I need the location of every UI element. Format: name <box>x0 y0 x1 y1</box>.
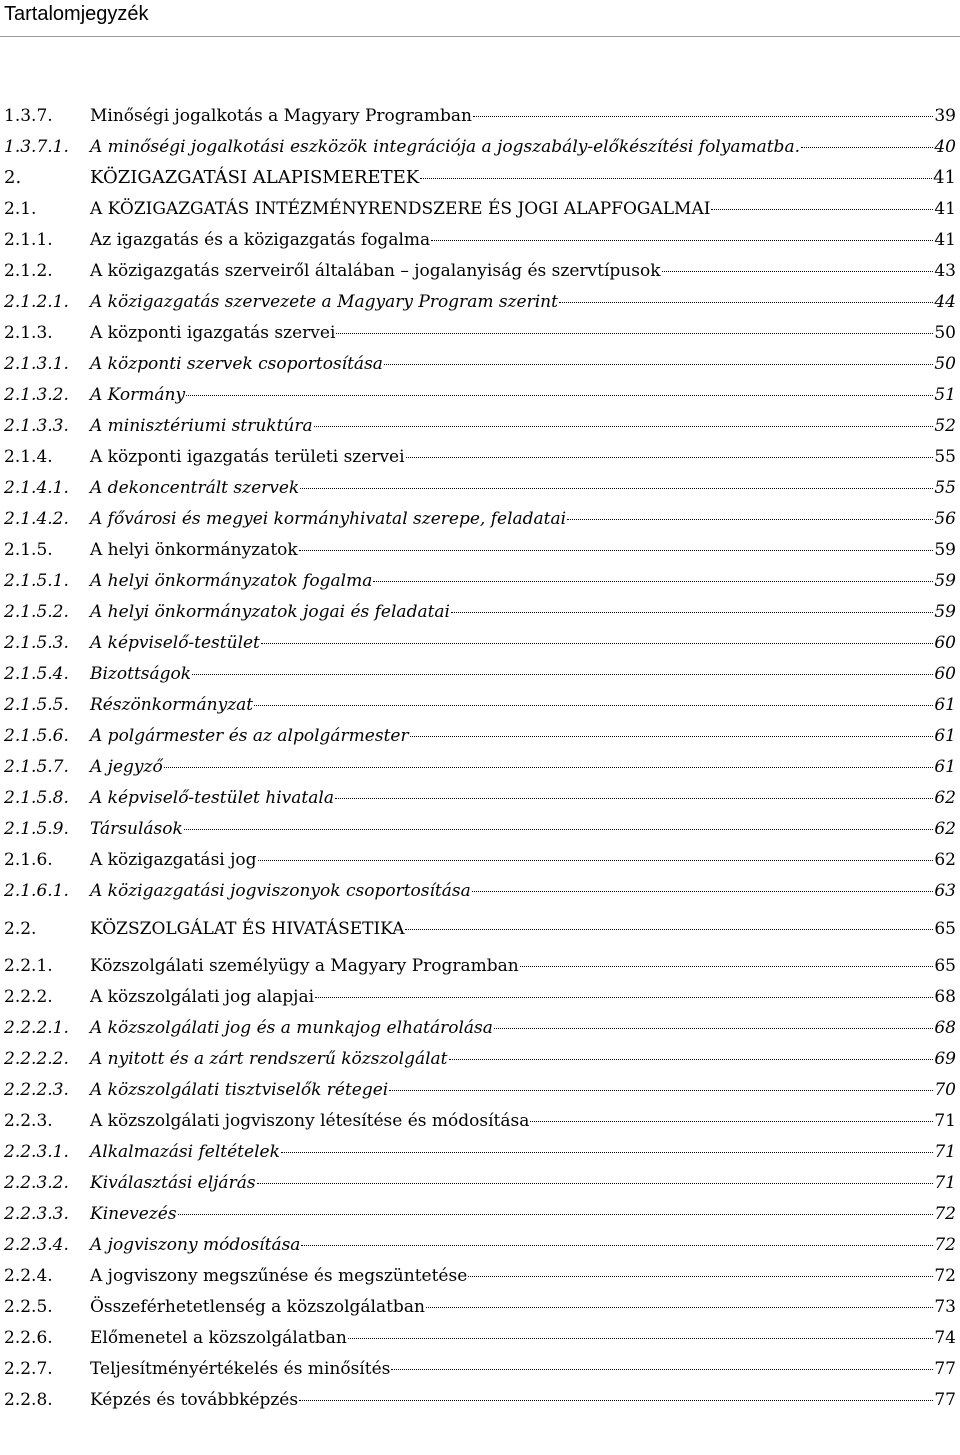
toc-dot-leader <box>373 581 933 582</box>
toc-entry-number: 2.2.5. <box>4 1297 53 1317</box>
toc-entry-number: 2.1.4. <box>4 447 53 467</box>
toc-entry-number: 2.1.6.1. <box>4 881 69 901</box>
toc-entry-number: 2.1.3. <box>4 323 53 343</box>
toc-entry-number: 2.1.6. <box>4 850 53 870</box>
toc-entry[interactable] <box>4 508 956 530</box>
toc-dot-leader <box>420 178 932 179</box>
toc-entry-number: 2.1.5.9. <box>4 819 69 839</box>
toc-dot-leader <box>449 1059 934 1060</box>
toc-dot-leader <box>494 1028 933 1029</box>
toc-dot-leader <box>261 643 933 644</box>
toc-entry-page-number: 41 <box>934 199 956 219</box>
toc-entry[interactable] <box>4 756 956 778</box>
toc-entry-page-number: 50 <box>934 354 956 374</box>
toc-entry-number: 2.2.2.2. <box>4 1049 69 1069</box>
toc-dot-leader <box>559 302 933 303</box>
toc-entry[interactable] <box>4 229 956 251</box>
toc-entry-page-number: 62 <box>934 788 956 808</box>
toc-entry-title: A központi igazgatás területi szervei <box>90 447 405 467</box>
toc-entry-page-number: 60 <box>934 633 956 653</box>
toc-entry-number: 2.2.3.3. <box>4 1204 69 1224</box>
toc-entry-page-number: 69 <box>934 1049 956 1069</box>
toc-dot-leader <box>801 147 933 148</box>
toc-entry-page-number: 74 <box>934 1328 956 1348</box>
toc-entry[interactable] <box>4 446 956 468</box>
toc-entry-number: 2.1.5.3. <box>4 633 69 653</box>
toc-entry-number: 2.2.3.4. <box>4 1235 69 1255</box>
toc-entry-page-number: 44 <box>934 292 956 312</box>
toc-dot-leader <box>164 767 934 768</box>
toc-entry-page-number: 63 <box>934 881 956 901</box>
toc-entry-title: A képviselő-testület hivatala <box>90 788 334 808</box>
toc-entry[interactable] <box>4 1048 956 1070</box>
toc-dot-leader <box>662 271 934 272</box>
toc-entry-page-number: 39 <box>934 106 956 126</box>
toc-entry[interactable] <box>4 1327 956 1349</box>
toc-entry[interactable] <box>4 353 956 375</box>
toc-entry-page-number: 62 <box>934 850 956 870</box>
toc-entry-number: 2.2.2.1. <box>4 1018 69 1038</box>
toc-entry[interactable] <box>4 818 956 840</box>
toc-entry[interactable] <box>4 1203 956 1225</box>
toc-dot-leader <box>406 457 934 458</box>
toc-entry-page-number: 62 <box>934 819 956 839</box>
toc-entry-number: 2.2.6. <box>4 1328 53 1348</box>
toc-entry[interactable] <box>4 570 956 592</box>
toc-entry-number: 2.2.2. <box>4 987 53 1007</box>
toc-entry-page-number: 65 <box>934 956 956 976</box>
toc-entry-page-number: 72 <box>934 1266 956 1286</box>
toc-dot-leader <box>336 333 933 334</box>
toc-entry[interactable] <box>4 1265 956 1287</box>
toc-entry[interactable] <box>4 601 956 623</box>
toc-entry[interactable] <box>4 384 956 406</box>
toc-entry-title: KÖZSZOLGÁLAT ÉS HIVATÁSETIKA <box>90 919 405 939</box>
toc-entry[interactable] <box>4 1110 956 1132</box>
toc-dot-leader <box>254 705 933 706</box>
toc-entry-title: KÖZIGAZGATÁSI ALAPISMERETEK <box>90 167 420 188</box>
toc-entry-page-number: 77 <box>934 1359 956 1379</box>
toc-entry[interactable] <box>4 663 956 685</box>
toc-entry-number: 2.1.5.8. <box>4 788 69 808</box>
toc-entry-title: A központi szervek csoportosítása <box>90 354 383 374</box>
toc-entry-page-number: 61 <box>934 757 956 777</box>
toc-entry[interactable] <box>4 415 956 437</box>
toc-entry-title: A közszolgálati jog és a munkajog elhatárolása <box>90 1018 493 1038</box>
toc-entry-page-number: 77 <box>934 1390 956 1410</box>
toc-entry[interactable] <box>4 1079 956 1101</box>
toc-entry[interactable] <box>4 198 956 220</box>
toc-entry[interactable] <box>4 260 956 282</box>
toc-entry[interactable] <box>4 632 956 654</box>
toc-entry-number: 2.1.2.1. <box>4 292 69 312</box>
toc-entry[interactable] <box>4 1296 956 1318</box>
toc-entry-title: A közszolgálati jog alapjai <box>90 987 315 1007</box>
toc-entry[interactable] <box>4 986 956 1008</box>
toc-entry-title: A közigazgatás szervezete a Magyary Program szerint <box>90 292 558 312</box>
toc-dot-leader <box>301 1245 933 1246</box>
toc-entry-title: A minőségi jogalkotási eszközök integrációja a jogszabály-előkészítési folyamatba. <box>90 137 800 157</box>
toc-entry-title: Teljesítményértékelés és minősítés <box>90 1359 391 1379</box>
toc-entry-page-number: 61 <box>934 726 956 746</box>
toc-entry-number: 2. <box>4 167 22 188</box>
toc-entry-page-number: 71 <box>934 1173 956 1193</box>
toc-entry-title: A minisztériumi struktúra <box>90 416 313 436</box>
toc-entry-number: 1.3.7. <box>4 106 53 126</box>
toc-entry[interactable] <box>4 1389 956 1411</box>
toc-entry-title: A dekoncentrált szervek <box>90 478 300 498</box>
toc-entry-number: 2.1.5.7. <box>4 757 69 777</box>
toc-entry-number: 2.1.3.1. <box>4 354 69 374</box>
toc-dot-leader <box>451 612 933 613</box>
toc-entry-number: 2.2.3.2. <box>4 1173 69 1193</box>
toc-entry-page-number: 52 <box>934 416 956 436</box>
toc-entry-number: 2.2.3. <box>4 1111 53 1131</box>
toc-entry-number: 2.1.5.1. <box>4 571 69 591</box>
toc-entry-page-number: 61 <box>934 695 956 715</box>
toc-entry-number: 2.2.1. <box>4 956 53 976</box>
toc-entry-page-number: 56 <box>934 509 956 529</box>
toc-dot-leader <box>299 1400 933 1401</box>
toc-entry[interactable] <box>4 539 956 561</box>
toc-entry-number: 2.1.4.1. <box>4 478 69 498</box>
toc-entry[interactable] <box>4 1358 956 1380</box>
toc-dot-leader <box>178 1214 934 1215</box>
toc-entry[interactable] <box>4 955 956 977</box>
toc-entry-page-number: 59 <box>934 540 956 560</box>
toc-entry-title: Társulások <box>90 819 183 839</box>
toc-entry[interactable] <box>4 136 956 158</box>
toc-entry[interactable] <box>4 880 956 902</box>
toc-entry-number: 2.1.1. <box>4 230 53 250</box>
toc-entry-title: A polgármester és az alpolgármester <box>90 726 409 746</box>
toc-entry-page-number: 71 <box>934 1111 956 1131</box>
toc-dot-leader <box>300 488 933 489</box>
toc-entry-title: A helyi önkormányzatok fogalma <box>90 571 373 591</box>
toc-entry-title: Kiválasztási eljárás <box>90 1173 256 1193</box>
toc-entry-page-number: 65 <box>934 919 956 939</box>
toc-dot-leader <box>315 997 933 998</box>
toc-entry-title: A központi igazgatás szervei <box>90 323 336 343</box>
toc-entry[interactable] <box>4 105 956 127</box>
toc-entry-title: A fővárosi és megyei kormányhivatal szerepe, feladatai <box>90 509 567 529</box>
toc-entry-title: A közigazgatási jogviszonyok csoportosítása <box>90 881 471 901</box>
toc-entry[interactable] <box>4 291 956 313</box>
toc-entry-number: 2.1.3.3. <box>4 416 69 436</box>
toc-entry[interactable] <box>4 1172 956 1194</box>
toc-dot-leader <box>711 209 933 210</box>
toc-entry-page-number: 59 <box>934 571 956 591</box>
toc-entry-page-number: 55 <box>934 447 956 467</box>
toc-entry-number: 2.1.5.6. <box>4 726 69 746</box>
toc-entry-page-number: 68 <box>934 1018 956 1038</box>
toc-entry[interactable] <box>4 1141 956 1163</box>
toc-entry-page-number: 72 <box>934 1235 956 1255</box>
toc-entry-title: Az igazgatás és a közigazgatás fogalma <box>90 230 431 250</box>
toc-entry-page-number: 59 <box>934 602 956 622</box>
toc-entry[interactable] <box>4 725 956 747</box>
toc-dot-leader <box>299 550 934 551</box>
toc-entry-page-number: 55 <box>934 478 956 498</box>
toc-entry-title: Képzés és továbbképzés <box>90 1390 299 1410</box>
toc-entry-title: A jegyző <box>90 757 163 777</box>
toc-entry[interactable] <box>4 167 956 189</box>
toc-dot-leader <box>520 966 934 967</box>
toc-dot-leader <box>389 1090 933 1091</box>
toc-entry-number: 2.2.2.3. <box>4 1080 69 1100</box>
toc-entry-title: A közigazgatási jog <box>90 850 257 870</box>
toc-dot-leader <box>567 519 933 520</box>
toc-entry-number: 2.1.5.4. <box>4 664 69 684</box>
toc-entry-title: A jogviszony megszűnése és megszüntetése <box>90 1266 468 1286</box>
toc-entry-number: 2.1.3.2. <box>4 385 69 405</box>
page-header <box>0 0 960 37</box>
toc-dot-leader <box>468 1276 933 1277</box>
toc-dot-leader <box>405 929 933 930</box>
toc-dot-leader <box>391 1369 933 1370</box>
toc-entry-number: 2.1.4.2. <box>4 509 69 529</box>
toc-entry-number: 2.1.5.5. <box>4 695 69 715</box>
toc-entry-title: Minőségi jogalkotás a Magyary Programban <box>90 106 472 126</box>
toc-dot-leader <box>410 736 934 737</box>
toc-entry-title: A jogviszony módosítása <box>90 1235 301 1255</box>
toc-entry-page-number: 68 <box>934 987 956 1007</box>
toc-entry[interactable] <box>4 849 956 871</box>
toc-entry-number: 2.2.4. <box>4 1266 53 1286</box>
toc-entry-number: 2.2. <box>4 919 37 939</box>
toc-dot-leader <box>281 1152 933 1153</box>
toc-entry-title: A helyi önkormányzatok jogai és feladatai <box>90 602 450 622</box>
toc-entry-title: A KÖZIGAZGATÁS INTÉZMÉNYRENDSZERE ÉS JOGI ALAPFOGALMAI <box>90 199 711 219</box>
toc-dot-leader <box>472 891 934 892</box>
toc-entry-page-number: 51 <box>934 385 956 405</box>
toc-entry-title: Részönkormányzat <box>90 695 254 715</box>
toc-entry-title: Előmenetel a közszolgálatban <box>90 1328 347 1348</box>
toc-dot-leader <box>184 829 934 830</box>
toc-entry-title: Bizottságok <box>90 664 192 684</box>
toc-entry-page-number: 73 <box>934 1297 956 1317</box>
toc-dot-leader <box>473 116 933 117</box>
toc-entry-title: A nyitott és a zárt rendszerű közszolgálat <box>90 1049 448 1069</box>
toc-dot-leader <box>426 1307 933 1308</box>
toc-dot-leader <box>431 240 933 241</box>
toc-entry-page-number: 41 <box>933 167 956 188</box>
toc-entry[interactable] <box>4 477 956 499</box>
toc-entry-page-number: 72 <box>934 1204 956 1224</box>
toc-entry-title: A közszolgálati jogviszony létesítése és módosítása <box>90 1111 530 1131</box>
toc-entry-page-number: 70 <box>934 1080 956 1100</box>
toc-dot-leader <box>335 798 933 799</box>
toc-entry[interactable] <box>4 918 956 940</box>
toc-entry[interactable] <box>4 787 956 809</box>
toc-entry-title: A helyi önkormányzatok <box>90 540 298 560</box>
toc-dot-leader <box>257 1183 934 1184</box>
toc-entry-number: 2.2.7. <box>4 1359 53 1379</box>
toc-entry-title: Alkalmazási feltételek <box>90 1142 280 1162</box>
toc-entry-title: A közigazgatás szerveiről általában – jogalanyiság és szervtípusok <box>90 261 661 281</box>
toc-entry[interactable] <box>4 1017 956 1039</box>
toc-entry-number: 2.1. <box>4 199 37 219</box>
toc-entry-page-number: 43 <box>934 261 956 281</box>
toc-entry[interactable] <box>4 322 956 344</box>
toc-entry[interactable] <box>4 1234 956 1256</box>
toc-dot-leader <box>384 364 933 365</box>
toc-dot-leader <box>314 426 934 427</box>
toc-entry-number: 2.1.5. <box>4 540 53 560</box>
toc-dot-leader <box>348 1338 934 1339</box>
toc-entry-title: A közszolgálati tisztviselők rétegei <box>90 1080 389 1100</box>
toc-entry-number: 2.1.2. <box>4 261 53 281</box>
toc-dot-leader <box>258 860 934 861</box>
toc-dot-leader <box>192 674 933 675</box>
toc-entry-page-number: 60 <box>934 664 956 684</box>
toc-entry-number: 2.1.5.2. <box>4 602 69 622</box>
toc-entry-title: Kinevezés <box>90 1204 177 1224</box>
toc-entry[interactable] <box>4 694 956 716</box>
toc-entry-title: A képviselő-testület <box>90 633 260 653</box>
toc-entry-number: 2.2.8. <box>4 1390 53 1410</box>
toc-dot-leader <box>530 1121 933 1122</box>
toc-entry-page-number: 40 <box>934 137 956 157</box>
toc-entry-title: Közszolgálati személyügy a Magyary Programban <box>90 956 519 976</box>
toc-entry-page-number: 71 <box>934 1142 956 1162</box>
toc-entry-page-number: 41 <box>934 230 956 250</box>
toc-dot-leader <box>186 395 933 396</box>
toc-entry-number: 1.3.7.1. <box>4 137 69 157</box>
toc-entry-title: Összeférhetetlenség a közszolgálatban <box>90 1297 425 1317</box>
toc-entry-number: 2.2.3.1. <box>4 1142 69 1162</box>
toc-entry-title: A Kormány <box>90 385 186 405</box>
page-title: Tartalomjegyzék <box>4 3 149 25</box>
toc-entry-page-number: 50 <box>934 323 956 343</box>
